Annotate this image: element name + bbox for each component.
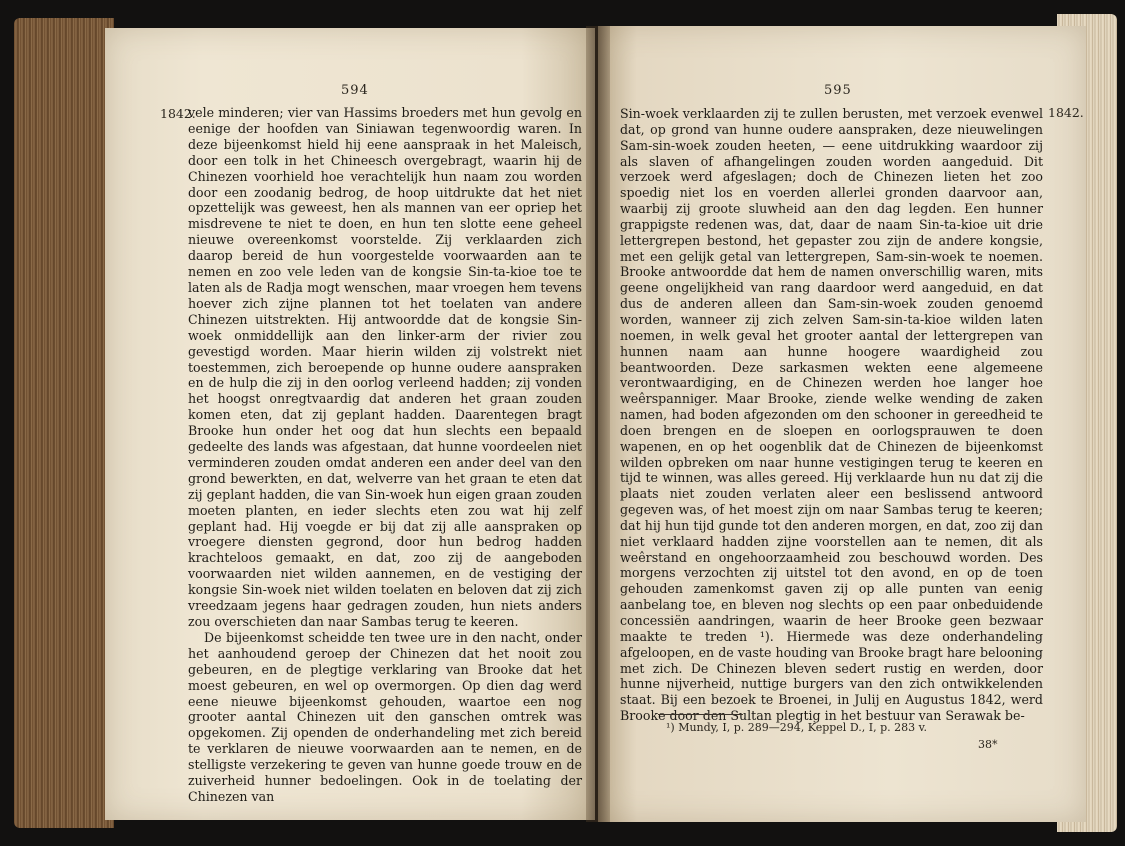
book-gutter — [586, 26, 610, 822]
left-page — [105, 28, 595, 820]
paragraph: vele minderen; vier van Hassims broeders met hun gevolg en eenige der hoofden van Siniawan tegenwoordig waren. In deze bijeenkomst hield hij eene aanspraak in het Maleisch, door een tolk in het Chineesch overgebragt, waarin hij de Chinezen voorhield hoe verachtelijk hun naam zou worden door een zoodanig bedrog, de hoop uitdrukte dat het niet opzettelijk was geweest, hen als mannen van eer opriep het misdrevene te niet te doen, en hun ten slotte eene geheel nieuwe overeenkomst voorstelde. Zij verklaarden zich daarop bereid de hun voorgestelde voorwaarden aan te nemen en zoo vele leden van de kongsie Sin-ta-kioe toe te laten als de Radja mogt wenschen, maar vroegen hem tevens hoever zich zijne plannen tot het toelaten van andere Chinezen uitstrekten. Hij antwoordde dat de kongsie Sin-woek onmiddellijk aan den linker-arm der rivier zou gevestigd worden. Maar hierin wilden zij volstrekt niet toestemmen, zich beroepende op hunne oudere aanspraken en de hulp die zij in den oorlog verleend hadden; zij vonden het hoogst onregtvaardig dat anderen het graan zouden komen eten, dat zij geplant hadden. Daarentegen bragt Brooke hun onder het oog dat hun slechts een bepaald gedeelte des lands was afgestaan, dat hunne voordeelen niet verminderen zouden omdat anderen een ander deel van den grond bewerkten, en dat, welverre van het graan te eten dat zij geplant hadden, die van Sin-woek hun eigen graan zouden moeten planten, en ieder slechts eten zou wat hij zelf geplant had. Hij voegde er bij dat zij alle aanspraken op vroegere diensten gegrond, door hun bedrog hadden krachteloos gemaakt, en dat, zoo zij de aangeboden voorwaarden niet wilden aannemen, en de vestiging der kongsie Sin-woek niet wilden toelaten en beloven dat zij zich vreedzaam jegens haar gedragen zouden, hun niets anders zou overschieten dan naar Sambas terug te keeren. — [188, 105, 582, 629]
margin-year: 1842. — [1048, 105, 1084, 120]
page-number: 594 — [341, 83, 369, 98]
paragraph: De bijeenkomst scheidde ten twee ure in den nacht, onder het aanhoudend geroep der Chinezen dat het nooit zou gebeuren, en de plegtige verklaring van Brooke dat het moest gebeuren, en wel op overmorgen. Op dien dag werd eene nieuwe bijeenkomst gehouden, waartoe een nog grooter aantal Chinezen uit den ganschen omtrek was opgekomen. Zij openden de onderhandeling met zich bereid te verklaren de nieuwe voorwaarden aan te nemen, en de stelligste verzekering te geven van hunne goede trouw en de zuiverheid hunner bedoelingen. Ook in de toelating der Chinezen van — [188, 629, 582, 804]
signature-mark: 38* — [978, 738, 998, 751]
paragraph: Sin-woek verklaarden zij te zullen berusten, met verzoek evenwel dat, op grond van hunne oudere aanspraken, deze nieuwelingen Sam-sin-woek zouden heeten, — eene uitdrukking waardoor zij als slaven of afhangelingen zouden worden aangeduid. Dit verzoek werd afgeslagen; doch de Chinezen lieten het zoo spoedig niet los en voerden allerlei gronden daarvoor aan, waarbij zij groote sluwheid aan den dag legden. Een hunner grappigste redenen was, dat, daar de naam Sin-ta-kioe uit drie lettergrepen bestond, het gepaster zou zijn de andere kongsie, met een gelijk getal van lettergrepen, Sam-sin-woek te noemen. Brooke antwoordde dat hem de namen onverschillig waren, mits geene ongelijkheid van rang daardoor werd aangeduid, en dat dus de anderen alleen dan Sam-sin-woek zouden genoemd worden, wanneer zij zich zelven Sam-sin-ta-kioe wilden laten noemen, in welk geval het grooter aantal der lettergrepen van hunnen naam aan hunne hoogere waardigheid zou beantwoorden. Deze sarkasmen wekten eene algemeene verontwaardiging, en de Chinezen werden hoe langer hoe weêrspanniger. Maar Brooke, ziende welke wending de zaken namen, had boden afgezonden om den schooner in gereedheid te doen brengen en de sloepen en oorlogsprauwen te doen wapenen, en op het oogenblik dat de Chinezen de bijeenkomst wilden opbreken om naar hunne vestigingen terug te keeren en tijd te winnen, was alles gereed. Hij verklaarde hun nu dat zij die plaats niet zouden verlaten aleer een beslissend antwoord gegeven was, of het moest zijn om naar Sambas terug te keeren; dat hij hun tijd gunde tot den anderen morgen, en dat, zoo zij dan niet verklaard hadden zijne voorstellen aan te nemen, dit als weêrstand en ongehoorzaamheid zou beschouwd worden. Des morgens verzochten zij uitstel tot den avond, en op de toen gehouden zamenkomst gaven zij op alle punten van eenig aanbelang toe, en bleven nog slechts op een paar onbeduidende concessiën aandringen, waarin de heer Brooke geen bezwaar maakte te treden ¹). Hiermede was deze onderhandeling afgeloopen, en de vaste houding van Brooke bragt hare belooning met zich. De Chinezen bleven sedert rustig en werden, door hunne nijverheid, nuttige burgers van den zich ontwikkelenden staat. Bij een bezoek te Broenei, in Julij en Augustus 1842, werd Brooke door den Sultan plegtig in het bestuur van Serawak be- — [620, 106, 1043, 724]
book-page-edges-left — [14, 18, 114, 828]
body-text — [188, 105, 582, 805]
margin-year: 1842. — [160, 106, 196, 121]
page-number: 595 — [824, 83, 852, 98]
footnote: ¹) Mundy, I, p. 289—294, Keppel D., I, p. 283 v. — [666, 721, 928, 734]
body-text — [620, 106, 1043, 724]
right-page — [598, 26, 1086, 822]
footnote-divider — [658, 714, 743, 715]
